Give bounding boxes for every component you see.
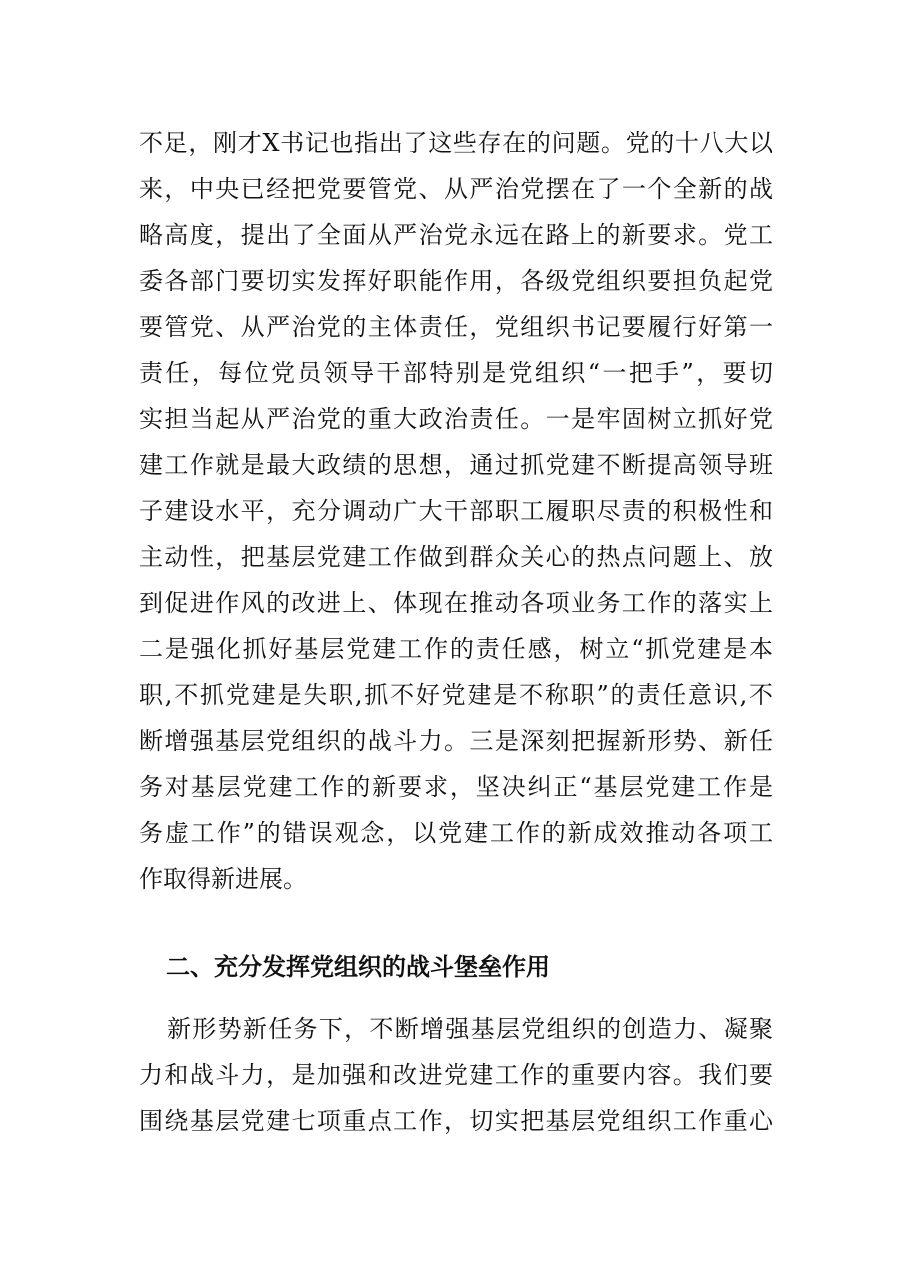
paragraph-line: 责任，每位党员领导干部特别是党组织“一把手”，要切 [139, 359, 773, 387]
paragraph-line: 实担当起从严治党的重大政治责任。一是牢固树立抓好党 [139, 405, 773, 433]
paragraph-line: 委各部门要切实发挥好职能作用，各级党组织要担负起党 [139, 267, 773, 295]
paragraph-line: 二是强化抓好基层党建工作的责任感，树立“抓党建是本 [139, 635, 773, 663]
paragraph-line: 主动性，把基层党建工作做到群众关心的热点问题上、放 [139, 543, 773, 571]
paragraph-line-last: 作取得新进展。 [139, 865, 307, 893]
paragraph-line: 建工作就是最大政绩的思想，通过抓党建不断提高领导班 [139, 451, 773, 479]
paragraph-line: 围绕基层党建七项重点工作，切实把基层党组织工作重心 [139, 1107, 773, 1135]
section-heading: 二、充分发挥党组织的战斗堡垒作用 [166, 953, 550, 981]
paragraph-line: 职,不抓党建是失职,抓不好党建是不称职”的责任意识,不 [139, 681, 773, 709]
paragraph-line: 新形势新任务下，不断增强基层党组织的创造力、凝聚 [167, 1015, 773, 1043]
paragraph-line: 子建设水平，充分调动广大干部职工履职尽责的积极性和 [139, 497, 773, 525]
paragraph-line: 要管党、从严治党的主体责任，党组织书记要履行好第一 [139, 313, 773, 341]
paragraph-line: 务对基层党建工作的新要求，坚决纠正“基层党建工作是 [139, 773, 773, 801]
paragraph-line: 务虚工作”的错误观念，以党建工作的新成效推动各项工 [139, 819, 773, 847]
paragraph-line: 断增强基层党组织的战斗力。三是深刻把握新形势、新任 [139, 727, 773, 755]
paragraph-line: 来，中央已经把党要管党、从严治党摆在了一个全新的战 [139, 175, 773, 203]
paragraph-line: 力和战斗力，是加强和改进党建工作的重要内容。我们要 [139, 1061, 773, 1089]
paragraph-line: 略高度，提出了全面从严治党永远在路上的新要求。党工 [139, 221, 773, 249]
paragraph-line: 不足，刚才X书记也指出了这些存在的问题。党的十八大以 [139, 129, 773, 157]
paragraph-line: 到促进作风的改进上、体现在推动各项业务工作的落实上 [139, 589, 773, 617]
